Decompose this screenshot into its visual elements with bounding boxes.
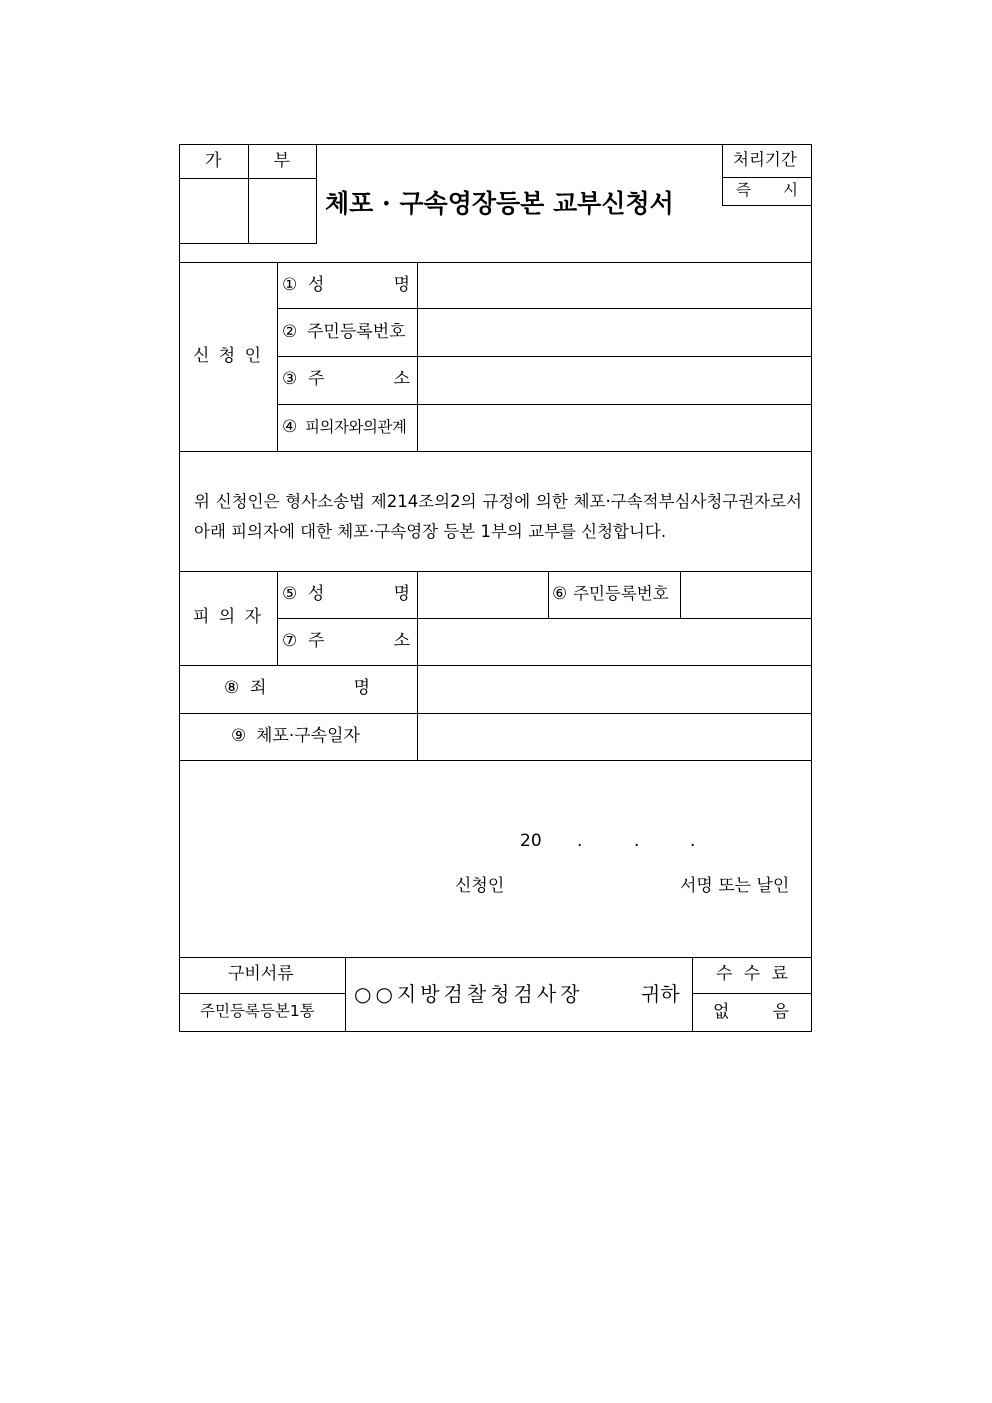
applicant-resident-no-field[interactable] — [419, 310, 810, 355]
date-dot-2: . — [634, 831, 640, 851]
suspect-name-num: ⑤ — [282, 584, 298, 604]
required-docs-label: 구비서류 — [228, 964, 294, 984]
bu-cell[interactable] — [250, 180, 315, 242]
applicant-resident-no-num: ② — [282, 322, 298, 342]
gabu-header-ga-bu — [205, 153, 290, 170]
recipient-name: ○○지방검찰청검사장 — [354, 982, 584, 1006]
page-title: 체포 · 구속영장등본 교부신청서 — [325, 189, 674, 218]
recipient-honorific: 귀하 — [641, 982, 680, 1006]
applicant-relation-field[interactable] — [419, 406, 810, 450]
crime-label: 죄 명 — [250, 678, 370, 698]
arrest-date-label: 체포·구속일자 — [256, 726, 360, 746]
signature-sign-label: 서명 또는 날인 — [680, 876, 790, 896]
fee-value: 없 음 — [713, 1002, 789, 1022]
suspect-address-label: 주 소 — [308, 631, 410, 651]
applicant-address-num: ③ — [282, 369, 298, 389]
date-dot-3: . — [690, 831, 696, 851]
fee-label: 수 수 료 — [716, 964, 788, 984]
applicant-name-label: 성 명 — [308, 275, 410, 295]
ga-cell[interactable] — [181, 180, 247, 242]
suspect-name-label: 성 명 — [308, 584, 410, 604]
applicant-resident-no-label: 주민등록번호 — [307, 322, 406, 342]
applicant-relation-label: 피의자와의관계 — [305, 418, 407, 436]
application-statement: 위 신청인은 형사소송법 제214조의2의 규정에 의한 체포·구속적부심사청구권자로서 아래 피의자에 대한 체포·구속영장 등본 1부의 교부를 신청합니다. — [194, 492, 802, 541]
applicant-name-num: ① — [282, 275, 298, 295]
arrest-date-num: ⑨ — [231, 726, 247, 746]
suspect-resident-no-field[interactable] — [682, 573, 810, 617]
crime-num: ⑧ — [224, 678, 240, 698]
processing-period-label: 처리기간 — [733, 150, 797, 169]
applicant-address-label: 주 소 — [308, 369, 410, 389]
applicant-relation-num: ④ — [282, 417, 298, 437]
applicant-name-field[interactable] — [419, 264, 810, 307]
suspect-resident-no-label: 주민등록번호 — [573, 584, 669, 603]
suspect-address-field[interactable] — [419, 620, 810, 664]
suspect-resident-no-num: ⑥ — [552, 584, 568, 604]
suspect-section-label: 피 의 자 — [193, 607, 261, 627]
crime-field[interactable] — [419, 667, 810, 712]
bu-label: 부 — [273, 151, 290, 171]
signature-applicant-label: 신청인 — [455, 876, 505, 896]
date-year: 20 — [520, 831, 542, 851]
processing-period-value: 즉 시 — [736, 181, 798, 199]
applicant-address-field[interactable] — [419, 358, 810, 403]
ga-label: 가 — [205, 151, 222, 171]
required-docs-value: 주민등록등본1통 — [200, 1002, 315, 1020]
signature-area[interactable] — [510, 870, 675, 900]
suspect-name-field[interactable] — [419, 573, 547, 617]
date-dot-1: . — [577, 831, 583, 851]
arrest-date-field[interactable] — [419, 715, 810, 759]
date-input-area[interactable] — [545, 825, 705, 855]
applicant-section-label: 신 청 인 — [193, 346, 261, 366]
suspect-address-num: ⑦ — [282, 631, 298, 651]
